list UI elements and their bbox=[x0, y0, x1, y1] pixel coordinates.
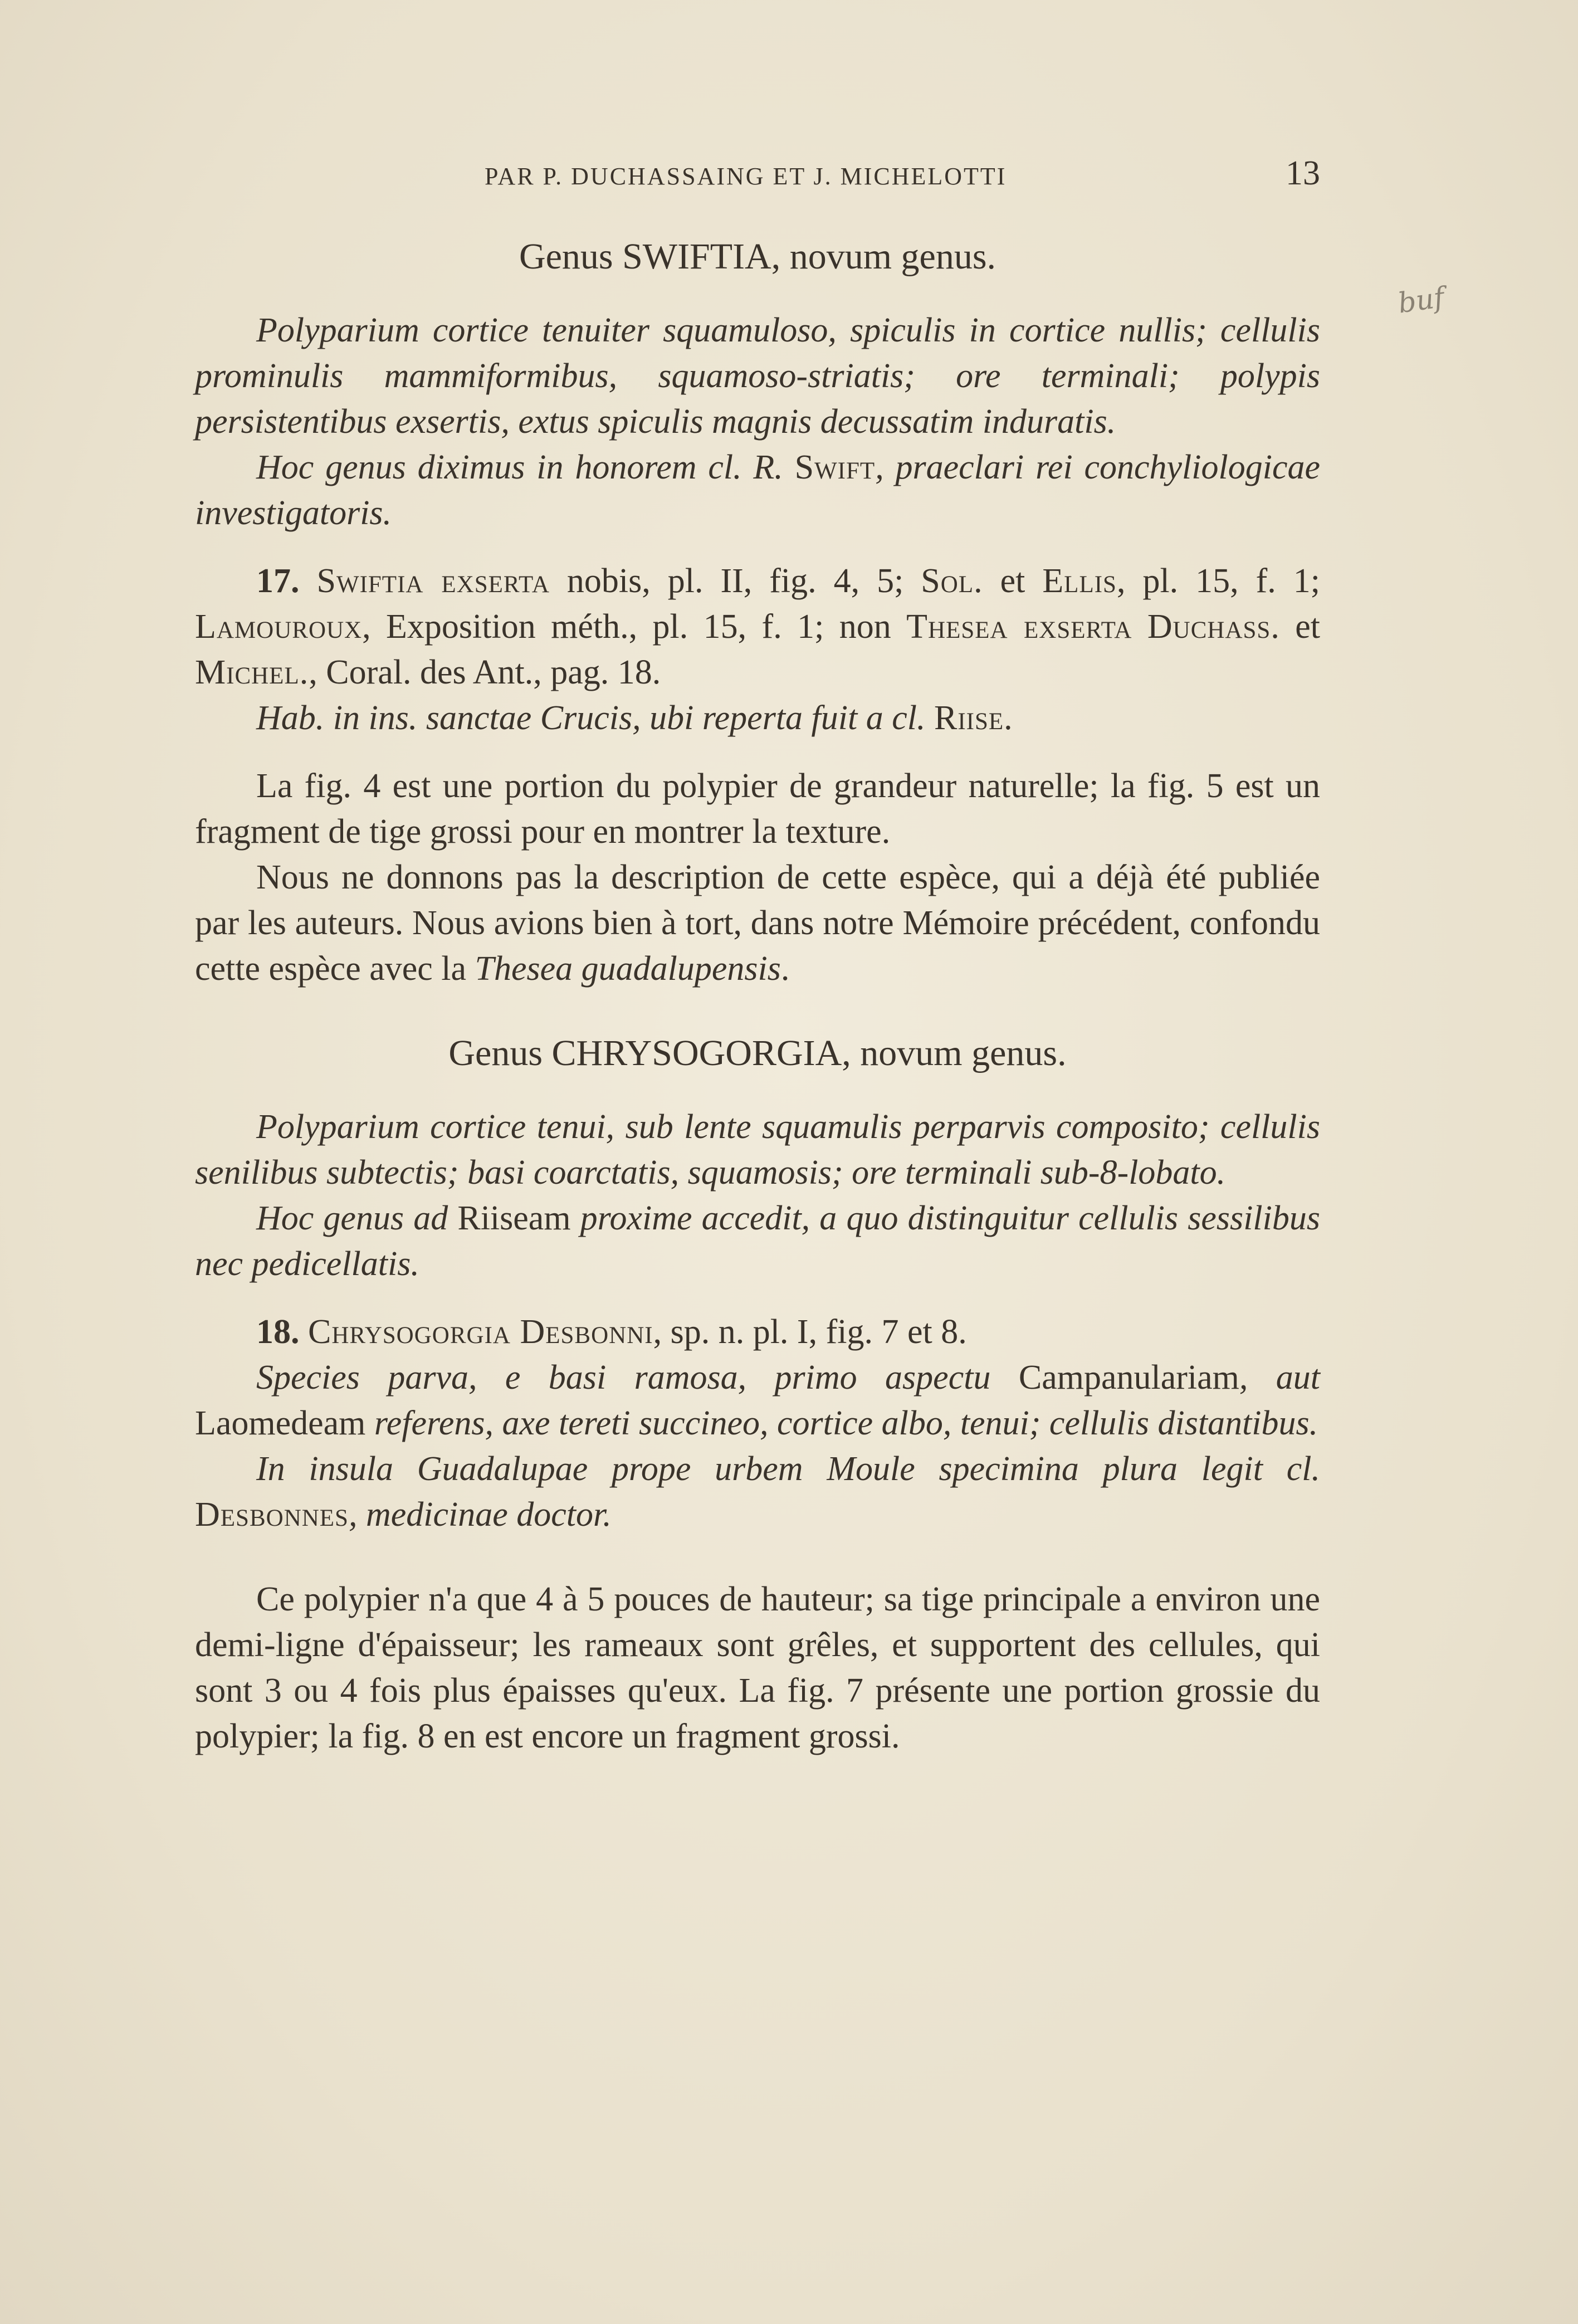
locality-end: , medicinae doctor. bbox=[348, 1496, 612, 1534]
species-reference-f: , Coral. des Ant., pag. 18. bbox=[309, 653, 661, 691]
desc-campanularia: Campanulariam bbox=[1018, 1359, 1239, 1397]
french-2-text: Nous ne donnons pas la description de cette espèce, qui a déjà été publiée par les auteurs. Nous avions bien à tort, dans notre Mémoire précédent, confondu cette espèce avec la bbox=[195, 858, 1320, 988]
species-reference-b: et bbox=[983, 562, 1043, 600]
dedication-name: Swift bbox=[794, 448, 876, 486]
species-number: 18. bbox=[256, 1313, 300, 1351]
species-reference-a: nobis, pl. II, fig. 4, 5; bbox=[549, 562, 921, 600]
author-lamouroux: Lamouroux bbox=[195, 608, 363, 646]
genus-title-chrysogorgia: Genus CHRYSOGORGIA, novum genus. bbox=[448, 1033, 1067, 1073]
species-reference-e: et bbox=[1279, 608, 1320, 646]
affinity-text-a: Hoc genus ad bbox=[256, 1199, 458, 1237]
swiftia-french-2 bbox=[195, 855, 1320, 992]
thesea-exserta: Thesea exserta bbox=[906, 608, 1132, 646]
text-column bbox=[195, 150, 1320, 1759]
author-sol: Sol. bbox=[921, 562, 983, 600]
french-2-end: . bbox=[780, 950, 790, 988]
desc-text-b: , aut bbox=[1239, 1359, 1320, 1397]
thesea-guadalupensis: Thesea guadalupensis bbox=[475, 950, 781, 988]
locality-collector: Desbonnes bbox=[195, 1496, 349, 1534]
swiftia-diagnosis: Polyparium cortice tenuiter squamuloso, spiculis in cortice nullis; cellulis prominulis mammiformibus, squamoso-striatis; ore terminali; polypis persistentibus exsertis, extus spiculis magnis decussatim induratis. bbox=[195, 311, 1320, 441]
desc-text-c: referens, axe tereti succineo, cortice albo, tenui; cellulis distantibus. bbox=[365, 1404, 1318, 1442]
running-title: PAR P. DUCHASSAING ET J. MICHELOTTI bbox=[485, 163, 1007, 190]
species-entry-17 bbox=[195, 558, 1320, 695]
chrysogorgia-diagnosis: Polyparium cortice tenui, sub lente squamulis perparvis composito; cellulis senilibus subtectis; basi coarctatis, squamosis; ore terminali sub-8-lobato. bbox=[195, 1108, 1320, 1192]
species-locality bbox=[195, 1446, 1320, 1537]
author-michel: Michel. bbox=[195, 653, 309, 691]
habitat-text: Hab. in ins. sanctae Crucis, ubi reperta fuit a cl. bbox=[256, 699, 934, 737]
locality-text: In insula Guadalupae prope urbem Moule specimina plura legit cl. bbox=[256, 1450, 1320, 1488]
running-header bbox=[195, 150, 1320, 199]
desc-laomedea: Laomedeam bbox=[195, 1404, 366, 1442]
species-name: Swiftia exserta bbox=[316, 562, 550, 600]
chrysogorgia-affinity bbox=[195, 1195, 1320, 1287]
habitat-end: . bbox=[1004, 699, 1013, 737]
chrysogorgia-french-1: Ce polypier n'a que 4 à 5 pouces de hauteur; sa tige principale a environ une demi-ligne d'épaisseur; les rameaux sont grêles, et supportent des cellules, qui sont 3 ou 4 fois plus épaisses qu'eux. La fig. 7 présente une portion grossie du polypier; la fig. 8 en est encore un fragment grossi. bbox=[195, 1580, 1320, 1755]
swiftia-dedication bbox=[195, 445, 1320, 536]
page-number: 13 bbox=[1286, 154, 1320, 192]
affinity-riisea: Riiseam bbox=[457, 1199, 571, 1237]
genus-title-swiftia: Genus SWIFTIA, novum genus. bbox=[519, 236, 996, 277]
species-reference-d: , Exposition méth., pl. 15, f. 1; non bbox=[362, 608, 907, 646]
species-name: Chrysogorgia Desbonni bbox=[308, 1313, 653, 1351]
affinity-text-b: proxime accedit, a quo distinguitur cellulis sessilibus nec pedicellatis. bbox=[195, 1199, 1320, 1283]
dedication-text-b: , praeclari rei conchyliologicae investigatoris. bbox=[195, 448, 1320, 532]
species-reference-c: , pl. 15, f. 1; bbox=[1116, 562, 1320, 600]
desc-text-a: Species parva, e basi ramosa, primo aspectu bbox=[256, 1359, 1019, 1397]
handwritten-margin-note: buf bbox=[1396, 281, 1447, 320]
species-description bbox=[195, 1355, 1320, 1446]
habitat-collector: Riise bbox=[934, 699, 1004, 737]
species-entry-18 bbox=[195, 1309, 1320, 1355]
species-number: 17. bbox=[256, 562, 300, 600]
habitat-line bbox=[195, 695, 1320, 741]
dedication-text-a: Hoc genus diximus in honorem cl. R. bbox=[256, 448, 795, 486]
author-duchass: Duchass. bbox=[1147, 608, 1280, 646]
swiftia-french-1: La fig. 4 est une portion du polypier de grandeur naturelle; la fig. 5 est un fragment de tige grossi pour en montrer la texture. bbox=[195, 767, 1320, 851]
species-reference: , sp. n. pl. I, fig. 7 et 8. bbox=[653, 1313, 967, 1351]
author-ellis: Ellis bbox=[1042, 562, 1117, 600]
